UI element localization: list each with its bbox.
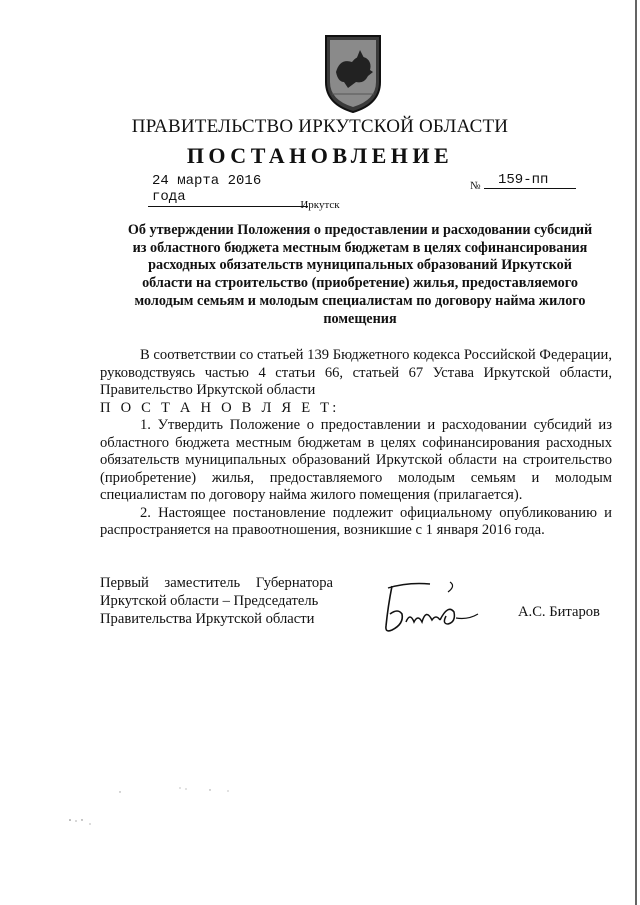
heading-line: из областного бюджета местным бюджетам в целях софинансирования xyxy=(132,239,588,256)
document-body xyxy=(100,347,612,540)
signer-position xyxy=(100,574,360,628)
city: Иркутск xyxy=(300,199,340,211)
heading-line: расходных обязательств муниципальных образований Иркутской xyxy=(148,257,572,274)
signer-position-line: Иркутской области – Председатель xyxy=(100,593,319,609)
government-name: ПРАВИТЕЛЬСТВО ИРКУТСКОЙ ОБЛАСТИ xyxy=(131,116,509,137)
heading-line: молодым семьям и молодым специалистам по договору найма жилого xyxy=(134,292,586,309)
signer-position-line: Правительства Иркутской области xyxy=(100,611,315,627)
clause-2: 2. Настоящее постановление подлежит официальному опубликованию и распространяется на правоотношения, возникшие с 1 января 2016 года. xyxy=(100,504,612,538)
document-type: ПОСТАНОВЛЕНИЕ xyxy=(186,143,454,168)
heading-line: помещения xyxy=(323,310,397,327)
scan-noise xyxy=(60,780,260,840)
heading-line: области на строительство (приобретение) жилья, предоставляемого xyxy=(142,275,578,292)
document-heading xyxy=(100,222,620,328)
handwritten-signature-icon xyxy=(378,578,488,638)
number-sign: № xyxy=(470,180,481,192)
scan-edge-line xyxy=(633,0,640,905)
signer-name: А.С. Битаров xyxy=(518,604,600,620)
decree-number: 159-пп xyxy=(484,172,576,189)
resolves-word: П О С Т А Н О В Л Я Е Т: xyxy=(100,399,340,416)
coat-of-arms-icon xyxy=(318,32,388,114)
preamble-paragraph: В соответствии со статьей 139 Бюджетного кодекса Российской Федерации, руководствуясь частью 4 статьи 66, статьей 67 Устава Иркутской области, Правительство Иркутской области xyxy=(100,347,612,398)
heading-line: Об утверждении Положения о предоставлении и расходовании субсидий xyxy=(127,222,593,238)
signer-position-line: Первый заместитель Губернатора xyxy=(100,575,333,591)
decree-date: 24 марта 2016 года xyxy=(148,173,308,207)
clause-1: 1. Утвердить Положение о предоставлении и расходовании субсидий из областного бюджета местным бюджетам в целях софинансирования расходных обязательств муниципальных образований Иркутской области на строительство (приобретение) жилья, предоставляемого молодым семьям и молодым специалистам по договору найма жилого помещения (прилагается). xyxy=(100,417,612,503)
